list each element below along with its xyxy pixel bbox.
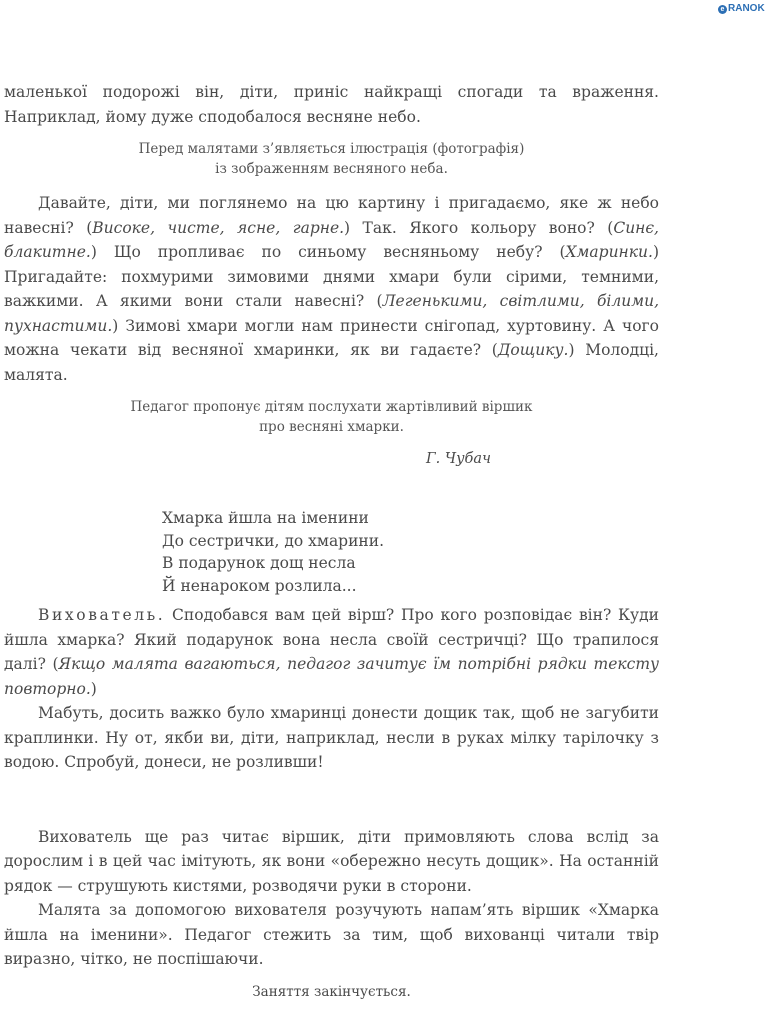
paragraph-1: маленької подорожі він, діти, приніс найкращі спогади та враження. Наприклад, йому дуже сподобалося весняне небо. <box>4 83 659 126</box>
poem-line: Й ненароком розлила... <box>162 576 357 595</box>
text-span: ) Зимові хмари могли нам принести снігопад, хуртовину. А чого можна чекати від весняної хмаринки, як ви гадаєте? ( <box>4 316 659 359</box>
poem-line: Хмарка йшла на іменини <box>162 509 369 527</box>
poem <box>162 507 659 597</box>
answer-italic: Дощику. <box>497 341 569 359</box>
page-content <box>4 80 659 1000</box>
e-logo-icon: e <box>718 5 727 14</box>
paragraph-3 <box>4 603 659 701</box>
lesson-end: Заняття закінчується. <box>252 983 411 1000</box>
text-span: ) Молодці, малята. <box>4 341 659 384</box>
stage-note-italic: Якщо малята вагаються, педагог зачитує їм потрібні рядки тексту повторно. <box>4 655 660 698</box>
stage-direction-1 <box>4 139 659 179</box>
paragraph-4: Мабуть, досить важко було хмаринці донести дощик так, щоб не загубити краплинки. Ну от, якби ви, діти, наприклад, несли в руках мілку тарілочку з водою. Спробуй, донеси, не розливши! <box>4 704 659 771</box>
stage-direction-1-line-2: із зображенням весняного неба. <box>215 161 448 177</box>
text-span: ) Що пропливає по синьому весняньому небу? ( <box>90 243 566 261</box>
publisher-logo <box>718 3 765 14</box>
logo-text: RANOK <box>728 3 765 14</box>
answer-italic: Високе, чисте, ясне, гарне. <box>92 218 345 237</box>
answer-italic: Синє, блакитне. <box>4 218 659 261</box>
paragraph-6: Малята за допомогою вихователя розучують напам’ять віршик «Хмарка йшла на іменини». Педагог стежить за тим, щоб вихованці читали твір виразно, чітко, не поспішаючи. <box>4 901 659 968</box>
speaker-label: Вихователь. <box>38 606 166 624</box>
stage-direction-1-line-1: Перед малятами з’являється ілюстрація (фотографія) <box>138 141 525 157</box>
text-span: Давайте, діти, ми поглянемо на цю картину і пригадаємо, яке ж небо навесні? ( <box>4 194 659 237</box>
poem-author: Г. Чубач <box>426 451 491 467</box>
answer-italic: Легенькими, світлими, білими, пухнастими. <box>4 292 659 335</box>
spacer <box>4 775 659 825</box>
stage-direction-2 <box>4 397 659 437</box>
answer-italic: Хмаринки. <box>565 243 653 261</box>
poem-line: До сестрички, до хмарини. <box>162 531 385 550</box>
text-span: ) Пригадайте: похмурими зимовими днями хмари були сірими, темними, важкими. А якими вони стали навесні? ( <box>4 243 659 310</box>
stage-direction-2-line-1: Педагог пропонує дітям послухати жартівливий віршик <box>130 399 533 415</box>
text-span: ) Так. Якого кольору воно? ( <box>344 218 614 237</box>
paragraph-2 <box>4 191 659 387</box>
poem-line: В подарунок дощ несла <box>162 554 356 572</box>
stage-direction-2-line-2: про весняні хмарки. <box>259 419 404 435</box>
text-span: Сподобався вам цей вірш? Про кого розповідає він? Куди йшла хмарка? Який подарунок вона несла своїй сестричці? Що трапилося далі? ( <box>4 606 659 673</box>
paragraph-5: Вихователь ще раз читає віршик, діти примовляють слова вслід за дорослим і в цей час імітують, як вони «обережно несуть дощик». На останній рядок — струшують кистями, розводячи руки в сторони. <box>4 827 659 895</box>
text-span: ) <box>90 679 97 698</box>
